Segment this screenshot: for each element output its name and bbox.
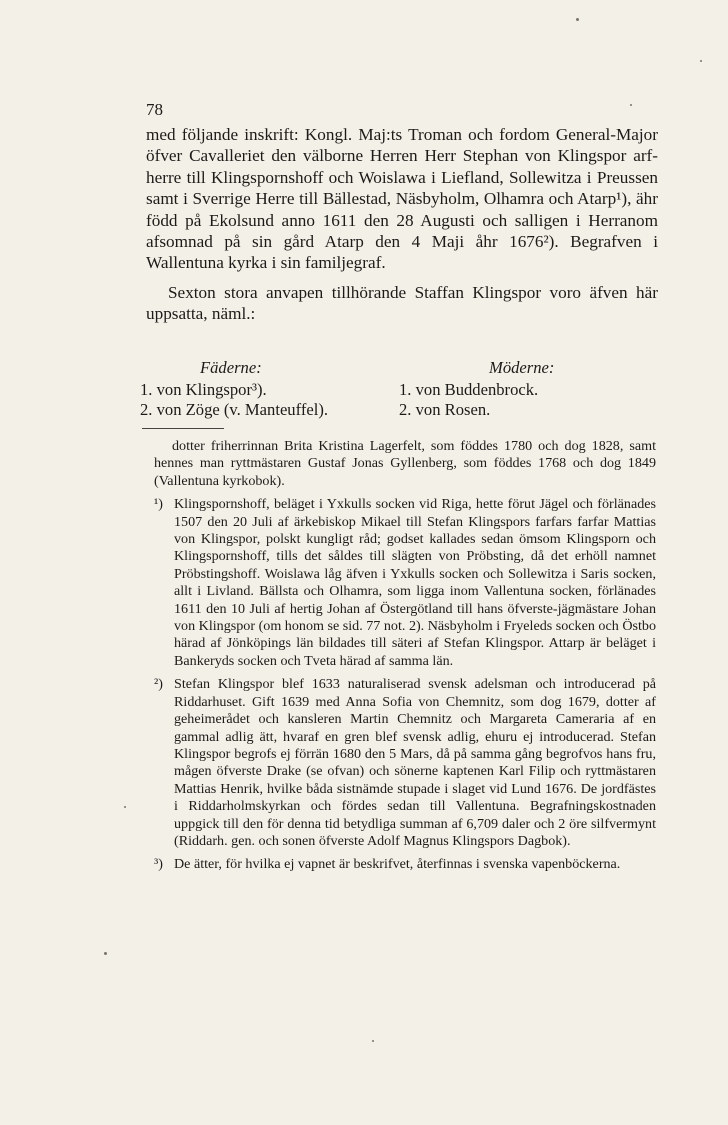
footnote-3-mark: ³) [154,856,163,873]
maternal-column [399,358,589,420]
footnote-3 [154,856,656,873]
paternal-column [140,358,380,420]
maternal-header: Möderne: [489,358,555,377]
paternal-item: 2. von Zöge (v. Manteuffel). [140,400,329,419]
page-number: 78 [146,100,163,119]
coats-of-arms-paragraph: Sexton stora anvapen tillhörande Staffan Klingspor voro äfven här uppsatta, näml.: [146,282,658,324]
footnote-1 [154,496,656,670]
paper-speck [372,1040,374,1042]
maternal-item: 2. von Rosen. [399,400,491,419]
footnote-divider [142,428,224,429]
maternal-item: 1. von Buddenbrock. [399,380,539,399]
paper-speck [124,806,126,808]
footnote-continuation: dotter friherrinnan Brita Kristina Lagerfelt, som föddes 1780 och dog 1828, samt hennes man ryttmästaren Gustaf Jonas Gyllenberg, som föddes 1768 och dog 1849 (Vallentuna kyrkobok). [154,438,656,489]
footnote-1-mark: ¹) [154,496,163,513]
footnote-3-text: De ätter, för hvilka ej vapnet är beskrifvet, återfinnas i svenska vapenböckerna. [174,856,621,873]
paper-speck [700,60,702,62]
footnote-1-text: Klingspornshoff, beläget i Yxkulls socken vid Riga, hette förut Jägel och förlänades 1507 den 20 Juli af ärkebiskop Mikael till Stefan Klingspors farfars farfar Mattias von Klingspor, polskt kungligt råd; godset kallades sedan ömsom Klingsporn och Klingspornshoff, tills det såldes till slägten von Pröbsting, då det erhöll namnet Pröbstingshoff. Woislawa låg äfven i Yxkulls socken och Sollewitza i Saris socken, allt i Livland. Bällsta och Olhamra, som ligga inom Vallentuna socken, förlänades 1611 den 10 Juli af hertig Johan af Östergötland till hans öfverste-jägmästare Johan von Klingspor (om honom se sid. 77 not. 2). Näsbyholm i Fryeleds socken och Östbo härad af Jönköpings län bildades till säteri af Stefan Klingspor. Attarp är beläget i Bankeryds socken och Tveta härad af samma län. [174,496,656,669]
paper-speck [104,952,107,955]
main-text [146,124,658,325]
paper-speck [576,18,579,21]
footnote-2 [154,676,656,850]
footnotes [154,438,656,874]
paper-speck [630,104,632,106]
inscription-paragraph: med följande inskrift: Kongl. Maj:ts Troman och fordom General-Major öfver Cavalleriet den välborne Herren Herr Stephan von Klingspor arf-herre till Klingspornshoff och Woislawa i Liefland, Sollewitza i Preussen samt i Sverrige Herre till Bällestad, Näsbyholm, Olhamra och Atarp¹), ähr född på Ekolsund anno 1611 den 28 Augusti och salligen i Herranom afsomnad på sin gård Atarp den 4 Maji åhr 1676²). Begrafven i Wallentuna kyrka i sin familjegraf. [146,125,658,273]
footnote-2-mark: ²) [154,676,163,693]
paternal-item: 1. von Klingspor³). [140,380,267,399]
footnote-2-text: Stefan Klingspor blef 1633 naturaliserad svensk adelsman och introducerad på Riddarhuset. Gift 1639 med Anna Sofia von Chemnitz, som dog 1679, dotter af geheimerådet och kansleren Martin Chemnitz och Margareta Cameraria af en gammal adlig ätt, hvaraf en gren blef svensk adlig, ehuru ej introducerad. Stefan Klingspor begrofs ej förrän 1680 den 5 Mars, då på samma gång begrofvos hans fru, mågen öfverste Drake (se ofvan) och sönerne kaptenen Karl Filip och ryttmästaren Mattias Henrik, hvilke båda sistnämde stupade i slaget vid Lund 1676. De jordfästes i Riddarholmskyrkan och fördes sedan till Vallentuna. Begrafningskostnaden uppgick till den för denna tid betydliga summan af 6,709 daler och 2 öre silfvermynt (Riddarh. gen. och sonen öfverste Adolf Magnus Klingspors Dagbok). [174,676,656,849]
paternal-header: Fäderne: [200,358,262,377]
